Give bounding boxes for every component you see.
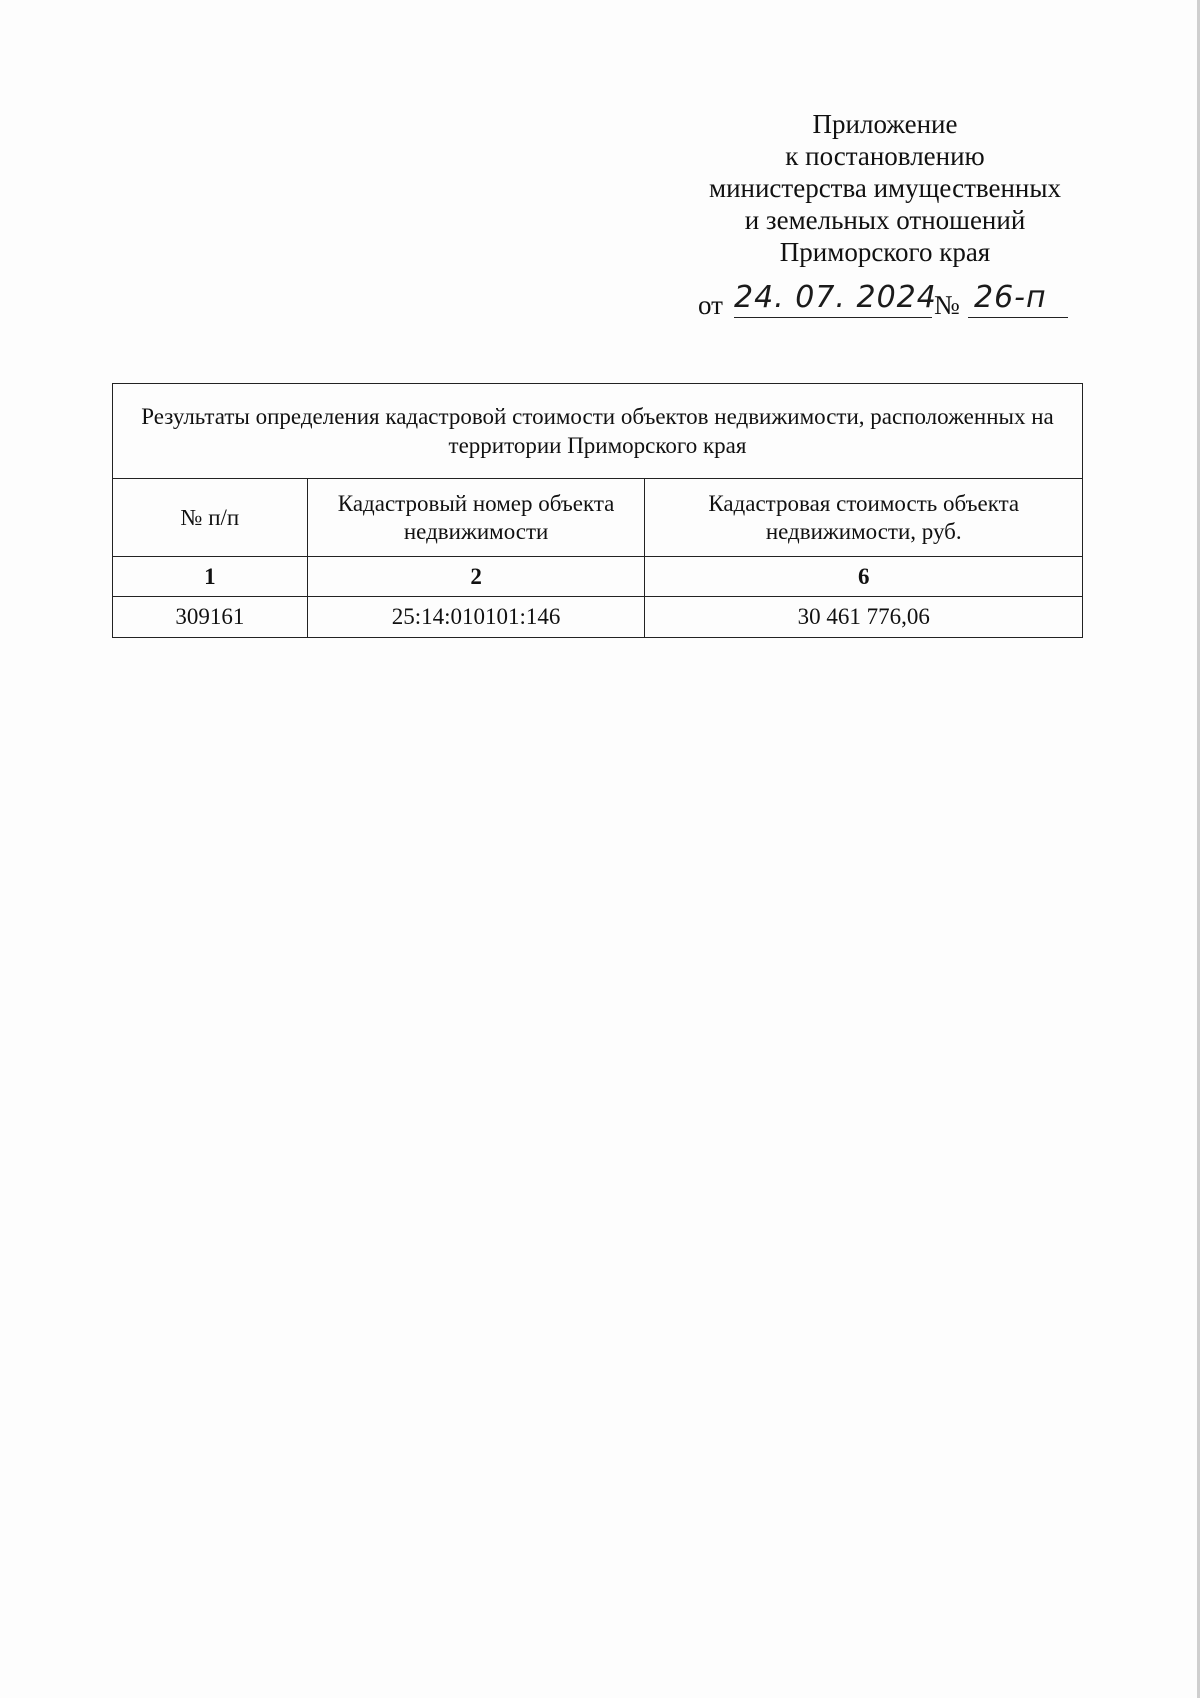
appendix-header-line: Приложение bbox=[812, 109, 958, 139]
number-sign: № bbox=[934, 290, 960, 320]
column-header: Кадастровая стоимость объекта недвижимости, руб. bbox=[645, 479, 1083, 557]
table-header-row bbox=[113, 479, 1083, 557]
column-header: Кадастровый номер объекта недвижимости bbox=[307, 479, 645, 557]
date-prefix: от bbox=[698, 290, 723, 320]
cadastral-value-table bbox=[112, 383, 1083, 638]
handwritten-date: 24. 07. 2024 bbox=[734, 280, 937, 315]
decree-date-number-line bbox=[698, 280, 1098, 326]
appendix-header-line: министерства имущественных bbox=[709, 173, 1061, 203]
date-underline bbox=[734, 317, 932, 318]
column-number: 6 bbox=[645, 557, 1083, 597]
appendix-header-line: Приморского края bbox=[779, 237, 991, 267]
number-underline bbox=[968, 317, 1068, 318]
column-number: 1 bbox=[113, 557, 308, 597]
appendix-header bbox=[690, 108, 1080, 268]
appendix-header-line: к постановлению bbox=[785, 141, 985, 171]
row-number-cell: 309161 bbox=[113, 597, 308, 638]
cadastral-value-cell: 30 461 776,06 bbox=[645, 597, 1083, 638]
column-number-row bbox=[113, 557, 1083, 597]
cadastral-number-cell: 25:14:010101:146 bbox=[307, 597, 645, 638]
table-title: Результаты определения кадастровой стоимости объектов недвижимости, расположенных на территории Приморского края bbox=[113, 384, 1083, 479]
table-row bbox=[113, 597, 1083, 638]
column-header: № п/п bbox=[113, 479, 308, 557]
column-number: 2 bbox=[307, 557, 645, 597]
handwritten-number: 26-п bbox=[974, 280, 1047, 315]
appendix-header-line: и земельных отношений bbox=[744, 205, 1026, 235]
